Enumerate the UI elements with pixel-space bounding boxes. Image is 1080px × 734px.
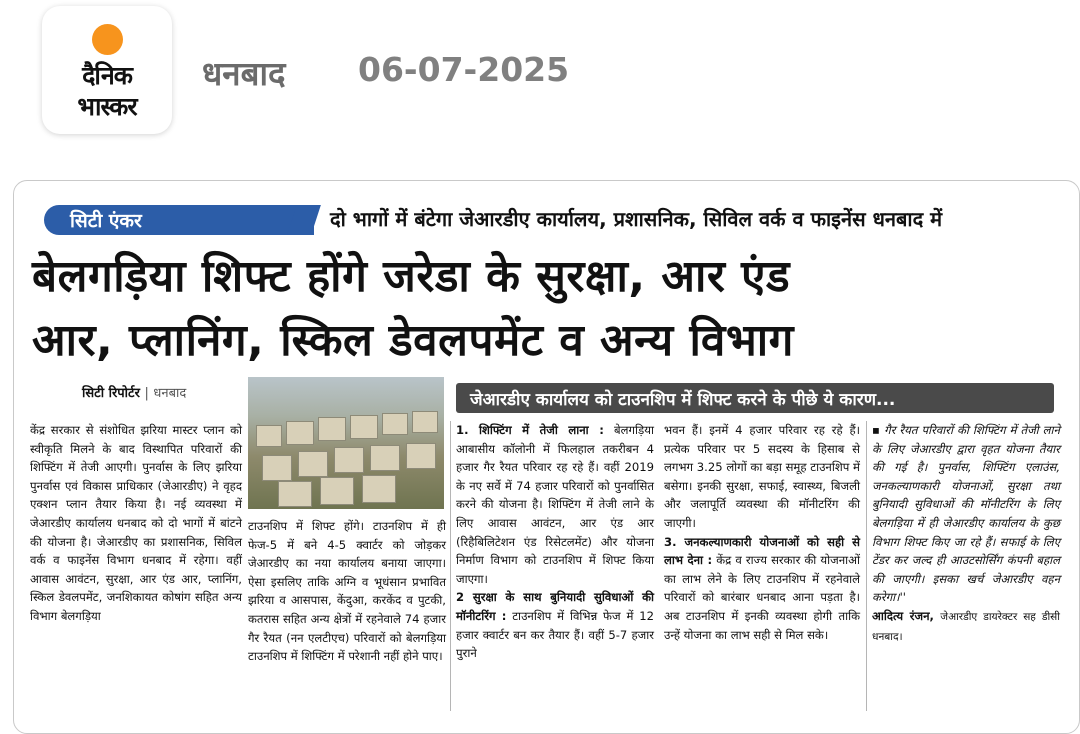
kicker-bar [30, 201, 1073, 235]
article-column-2 [248, 517, 446, 666]
article-paragraph: टाउनशिप में शिफ्ट होंगे। टाउनशिप में ही फेज-5 में बने 4-5 क्वार्टर को जोड़कर जेआरडीए का नया कार्यालय बनाया जाएगा। ऐसा इसलिए ताकि अग्नि व भूधंसान प्रभावित झरिया व आसपास, केंदुआ, करकेंद व पुटकी, कतरास सहित अन्य क्षेत्रों में रहनेवाले 74 हजार गैर रैयत (नन एलटीएच) परिवारों को बेलगड़िया टाउनशिप में शिफ्टिंग में परेशानी नहीं होने पाए। [248, 519, 446, 664]
column-divider [450, 421, 451, 711]
byline-reporter: सिटी रिपोर्टर [82, 386, 140, 401]
dainik-bhaskar-logo[interactable] [42, 6, 172, 134]
township-photo [248, 377, 444, 509]
reason-1-heading: 1. शिफ्टिंग में तेजी लाना : [456, 423, 604, 437]
article-column-1 [30, 421, 242, 626]
byline-separator: | [144, 386, 149, 401]
building [320, 477, 354, 505]
headline-line-1: बेलगड़िया शिफ्ट होंगे जरेडा के सुरक्षा, आर एंड [32, 251, 791, 302]
reason-1-text: बेलगड़िया आबासीय कॉलोनी में फिलहाल तकरीबन 4 हजार गैर रैयत परिवार रह रहे हैं। वहीं 2019 के नए सर्वे में 74 हजार परिवारों को पुनर्वासित करने की योजना है। शिफ्टिंग में तेजी लाने के लिए आवास आवंटन, आर एंड आर (रिहैबिलिटेशन एंड रिसेटलमेंट) और योजना निर्माण विभाग को टाउनशिप में शिफ्ट किया जाएगा। [456, 423, 654, 586]
reason-3-text: केंद्र व राज्य सरकार की योजनाओं का लाभ लेने के लिए टाउनशिप में रहनेवाले परिवारों को बारंबार धनबाद आना पड़ता है। अब टाउनशिप में इनकी व्यवस्था होगी ताकि उन्हें योजना का लाभ सही से मिल सके। [664, 553, 860, 642]
reason-3-heading: 3. जनकल्याणकारी योजनाओं को सही से लाभ देना : [664, 534, 860, 568]
quote-attribution [872, 607, 1060, 646]
byline [82, 383, 186, 401]
reasons-banner-text: जेआरडीए कार्यालय को टाउनशिप में शिफ्ट करने के पीछे ये कारण... [470, 390, 896, 410]
edition-city: धनबाद [202, 54, 286, 93]
reason-2 [456, 588, 654, 662]
building [370, 445, 400, 471]
sun-icon [92, 24, 123, 55]
article-paragraph: केंद्र सरकार से संशोधित झरिया मास्टर प्लान को स्वीकृति मिलने के बाद विस्थापित परिवारों की शिफ्टिंग में तेजी आएगी। पुनर्वास के लिए झरिया पुनर्वास एवं विकास प्राधिकार (जेआरडीए) ने वृहद एक्शन प्लान तैयार किया है। नई व्यवस्था में जेआरडीए कार्यालय धनबाद को दो भागों में बांटने की योजना है। जेआरडीए का प्रशासनिक, सिविल वर्क व फाइनेंस विभाग धनबाद में रहेगा। वहीं आवास आवंटन, सुरक्षा, आर एंड आर, प्लानिंग, स्किल डेवलपमेंट, जनशिकायत कोषांग सहित अन्य विभाग बेलगड़िया [30, 423, 242, 623]
building [334, 447, 364, 473]
newspaper-clipping[interactable] [13, 180, 1080, 734]
reasons-column-1 [456, 421, 654, 663]
building [412, 411, 438, 433]
column-divider [866, 421, 867, 711]
kicker-text: दो भागों में बंटेगा जेआरडीए कार्यालय, प्रशासनिक, सिविल वर्क व फाइनेंस धनबाद में [330, 207, 943, 231]
reason-1 [456, 421, 654, 588]
reason-2-text: टाउनशिप में विभिन्न फेज में 12 हजार क्वार्टर बन कर तैयार हैं। वहीं 5-7 हजार पुराने [456, 608, 655, 661]
building [298, 451, 328, 477]
building [382, 413, 408, 435]
headline-line-2: आर, प्लानिंग, स्किल डेवलपमेंट व अन्य विभाग [32, 315, 794, 366]
reasons-banner [456, 383, 1054, 413]
building [362, 475, 396, 503]
building [278, 481, 312, 507]
official-designation: जेआरडीए डायरेक्टर सह डीसी धनबाद। [872, 610, 1060, 643]
quote-column [872, 421, 1060, 646]
section-tag: सिटी एंकर [70, 210, 142, 232]
reason-2-heading: 2 सुरक्षा के साथ बुनियादी सुविधाओं की मॉनीटरिंग : [456, 590, 654, 623]
byline-place: धनबाद [153, 386, 187, 401]
building [286, 421, 314, 445]
official-quote: ▪ गैर रैयत परिवारों की शिफ्टिंग में तेजी लाने के लिए जेआरडीए द्वारा वृहत योजना तैयार की गई है। पुनर्वास, शिफ्टिंग एलाउंस, जनकल्याणकारी योजनाओं, सुरक्षा तथा बुनियादी सुविधाओं की मॉनीटरिंग के लिए बेलगड़िया में ही जेआरडीए कार्यालय के कुछ विभाग शिफ्ट किए जा रहे हैं। सफाई के लिए टेंडर कर जल्द ही आउटसोर्सिंग कंपनी बहाल की जाएगी। इसका खर्च जेआरडीए वहन करेगा।'' [872, 423, 1060, 605]
reasons-column-2 [664, 421, 860, 644]
reason-2-continued: भवन हैं। इनमें 4 हजार परिवार रह रहे हैं। प्रत्येक परिवार पर 5 सदस्य के हिसाब से लगभग 3.25 लोगों का बड़ा समूह टाउनशिप में बसेगा। इनकी सुरक्षा, सफाई, स्वास्थ्य, बिजली और जलापूर्ति व्यवस्था की मॉनीटरिंग की जाएगी। [664, 423, 860, 530]
building [262, 455, 292, 481]
logo-wordmark-bottom: भास्कर [77, 92, 137, 121]
building [318, 417, 346, 441]
building [406, 443, 436, 469]
reason-3 [664, 533, 860, 645]
logo-wordmark-top: दैनिक [82, 61, 132, 90]
building [256, 425, 282, 447]
building [350, 415, 378, 439]
edition-date: 06-07-2025 [358, 50, 570, 89]
official-name: आदित्य रंजन, [872, 608, 934, 623]
